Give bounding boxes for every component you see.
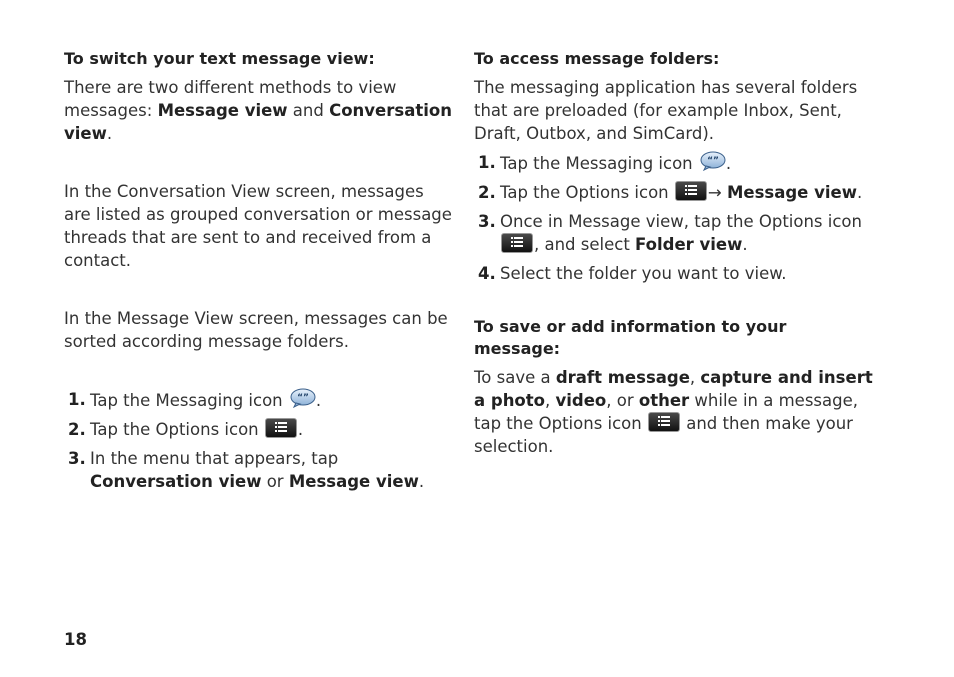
step-after: . — [742, 235, 748, 254]
step-text: In the menu that appears, tap — [90, 449, 339, 468]
video-term: video — [555, 391, 607, 410]
step-number: 2. — [478, 183, 496, 202]
list-item — [474, 262, 874, 285]
intro-paragraph — [64, 76, 454, 145]
draft-message-term: draft message — [555, 368, 690, 387]
folder-view-term: Folder view — [635, 235, 743, 254]
save-text: while in a message, tap the Options icon — [474, 391, 858, 433]
step-text: Tap the Options icon — [90, 420, 264, 439]
message-view-term: Message view — [157, 101, 288, 120]
list-item — [474, 181, 874, 204]
step-text: Tap the Messaging icon — [500, 154, 698, 173]
list-item — [64, 388, 454, 412]
list-item — [474, 210, 874, 256]
conversation-view-term: Conversation view — [64, 101, 452, 143]
options-icon — [675, 181, 707, 201]
folder-steps — [474, 151, 874, 285]
step-after: . — [418, 472, 425, 491]
options-icon — [648, 412, 680, 432]
step-text: Tap the Messaging icon — [90, 391, 288, 410]
save-comma: , — [689, 368, 701, 387]
step-text: Once in Message view, tap the Options icon — [500, 212, 862, 231]
save-info-heading: To save or add information to your message: — [474, 317, 787, 358]
conversation-view-term: Conversation view — [90, 472, 262, 491]
step-number: 1. — [68, 390, 86, 409]
switch-view-steps — [64, 388, 454, 493]
folders-intro: The messaging application has several folders that are preloaded (for example Inbox, Sent, Draft, Outbox, and SimCard). — [474, 78, 858, 143]
other-term: other — [638, 391, 690, 410]
step-number: 1. — [478, 153, 496, 172]
step-number: 2. — [68, 420, 86, 439]
message-view-term: Message view — [726, 183, 857, 202]
save-text: and then make your selection. — [474, 414, 853, 456]
list-item — [64, 447, 454, 493]
step-number: 3. — [68, 449, 86, 468]
step-number: 4. — [478, 264, 496, 283]
options-icon — [501, 233, 533, 253]
conversation-view-paragraph: In the Conversation View screen, messages are listed as grouped conversation or message threads that are sent to and received from a contact. — [64, 182, 452, 270]
step-or: or — [261, 472, 289, 491]
step-text: Select the folder you want to view. — [500, 264, 787, 283]
step-text: Tap the Options icon — [500, 183, 674, 202]
capture-photo-term: capture and insert a photo — [474, 368, 873, 410]
save-info-paragraph — [474, 366, 874, 458]
switch-view-heading: To switch your text message view: — [64, 49, 375, 68]
step-after: . — [315, 391, 322, 410]
step-after: . — [297, 420, 304, 439]
arrow-icon: → — [707, 183, 727, 202]
right-column — [474, 48, 874, 493]
svg-text:“”: “” — [706, 156, 719, 166]
save-text: To save a — [474, 368, 556, 387]
intro-and: and — [287, 101, 330, 120]
step-number: 3. — [478, 212, 496, 231]
save-comma: , — [545, 391, 556, 410]
options-icon — [265, 418, 297, 438]
step-after: . — [856, 183, 863, 202]
page-number: 18 — [64, 630, 87, 649]
svg-text:“”: “” — [296, 393, 309, 403]
list-item — [474, 151, 874, 175]
folders-heading: To access message folders: — [474, 49, 720, 68]
messaging-icon — [290, 388, 316, 408]
message-view-term: Message view — [288, 472, 419, 491]
list-item — [64, 418, 454, 441]
intro-period: . — [106, 124, 113, 143]
message-view-paragraph: In the Message View screen, messages can be sorted according message folders. — [64, 309, 448, 351]
step-after: . — [725, 154, 732, 173]
save-or: , or — [606, 391, 639, 410]
left-column — [64, 48, 454, 499]
messaging-icon — [700, 151, 726, 171]
step-mid: , and select — [534, 235, 636, 254]
intro-text: There are two different methods to view messages: — [64, 78, 397, 120]
